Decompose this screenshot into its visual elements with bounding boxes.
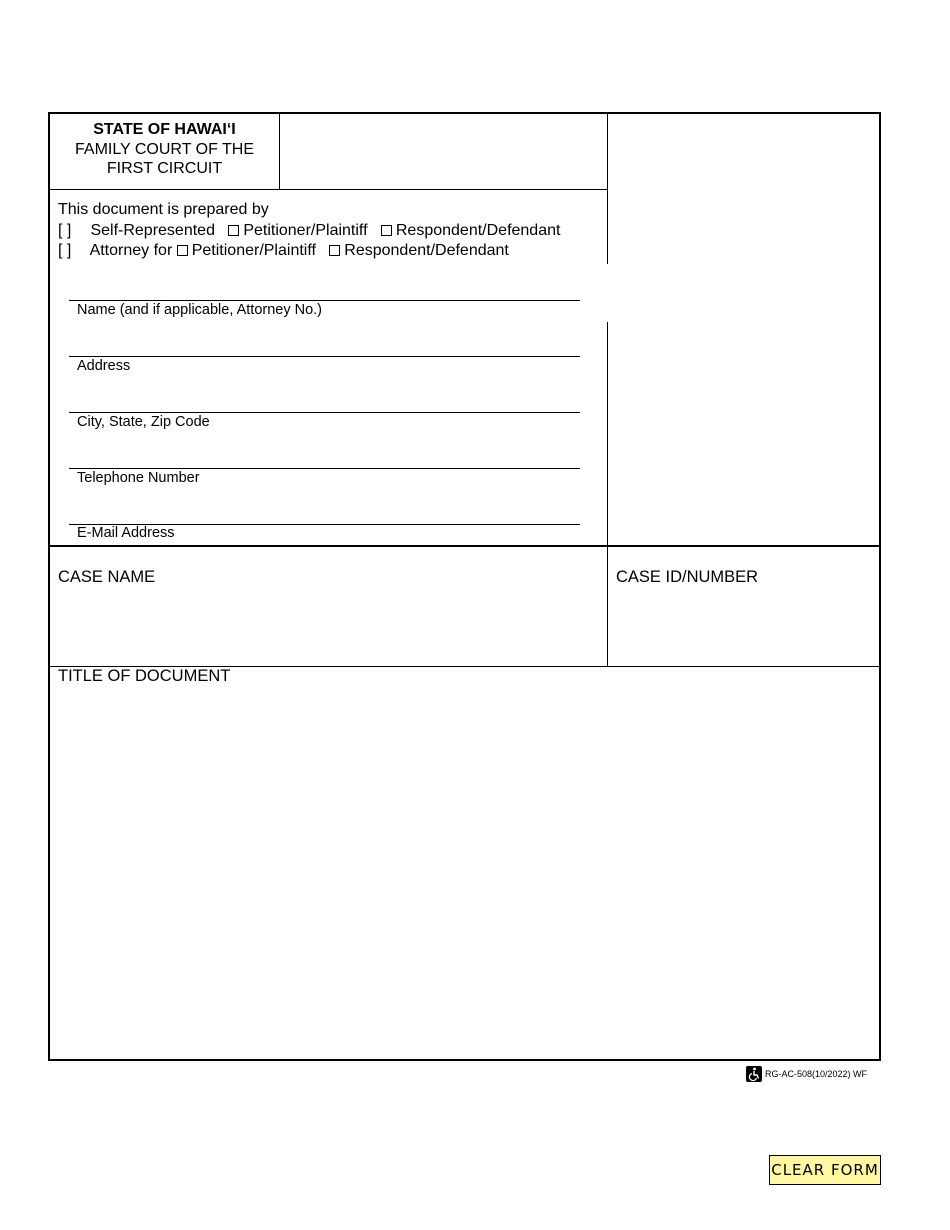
city-state-zip-underline [69,412,580,413]
prepared-by-section [58,200,560,262]
divider-case-vertical [607,547,608,666]
divider-court-vertical [279,114,280,189]
name-label: Name (and if applicable, Attorney No.) [77,302,323,318]
attorney-respondent-checkbox[interactable] [329,245,340,256]
court-line-1: FAMILY COURT OF THE [75,140,254,158]
case-name-label: CASE NAME [58,568,156,586]
attorney-label: Attorney for [89,242,173,259]
self-represented-checkbox[interactable]: [ ] [58,221,72,239]
wheelchair-icon [746,1066,762,1082]
attorney-petitioner-label: Petitioner/Plaintiff [191,242,316,259]
self-respondent-label: Respondent/Defendant [395,221,561,239]
clear-form-button[interactable]: CLEAR FORM [769,1155,881,1185]
court-state: STATE OF HAWAI‘I [93,121,236,138]
telephone-input[interactable] [69,445,580,467]
email-label: E-Mail Address [77,525,175,541]
name-input[interactable] [69,277,580,299]
prepared-by-row-self [58,221,560,242]
city-state-zip-input[interactable] [69,389,580,411]
attorney-checkbox[interactable]: [ ] [58,242,72,259]
prepared-by-intro: This document is prepared by [58,201,269,218]
court-line-2: FIRST CIRCUIT [106,160,223,177]
city-state-zip-label: City, State, Zip Code [77,414,210,430]
divider-main-vertical-lower [607,322,608,546]
telephone-label: Telephone Number [77,470,200,486]
case-id-label: CASE ID/NUMBER [616,568,759,586]
divider-header-bottom [50,545,879,547]
address-input[interactable] [69,333,580,355]
attorney-respondent-label: Respondent/Defendant [344,242,509,259]
email-input[interactable] [69,501,580,523]
divider-court-horizontal [50,189,608,190]
court-heading [50,120,279,179]
address-underline [69,356,580,357]
self-respondent-checkbox[interactable] [381,225,392,236]
telephone-underline [69,468,580,469]
form-code: RG-AC-508(10/2022) WF [765,1069,868,1079]
document-title-label: TITLE OF DOCUMENT [58,667,231,685]
self-represented-label: Self-Represented [90,221,215,239]
address-label: Address [77,358,131,374]
self-petitioner-label: Petitioner/Plaintiff [243,221,368,239]
prepared-by-row-attorney [58,241,560,262]
name-underline [69,300,580,301]
self-petitioner-checkbox[interactable] [228,225,239,236]
divider-main-vertical [607,114,608,264]
attorney-petitioner-checkbox[interactable] [177,245,188,256]
